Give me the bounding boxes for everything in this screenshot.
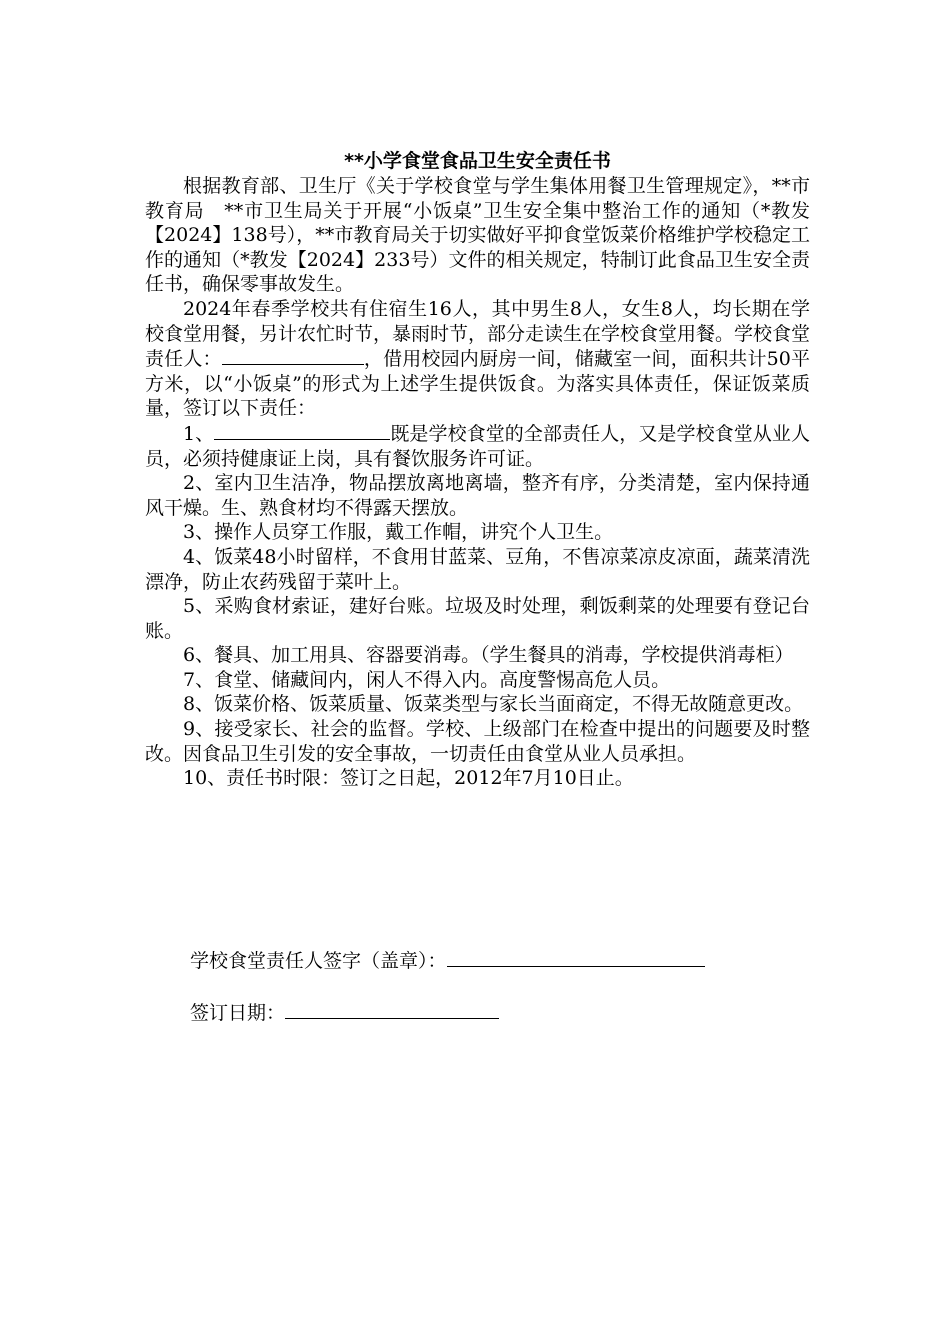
document-body bbox=[145, 149, 810, 791]
signature-line bbox=[190, 946, 705, 973]
signature-label: 学校食堂责任人签字（盖章）： bbox=[190, 950, 447, 972]
item-1-text: 既是学校食堂的全部责任人，又是学校食堂从业人员，必须持健康证上岗，具有餐饮服务许可证。 bbox=[145, 422, 810, 470]
enrollment-text-end: ，借用校园内厨房一间，储藏室一间，面积共计50平方米，以“小饭桌”的形式为上述学生提供饭食。为落实具体责任，保证饭菜质量，签订以下责任： bbox=[145, 348, 810, 420]
date-blank[interactable] bbox=[285, 998, 499, 1019]
responsibility-item: 5、采购食材索证，建好台账。垃圾及时处理，剩饭剩菜的处理要有登记台账。 bbox=[145, 595, 810, 642]
enrollment-paragraph bbox=[145, 297, 810, 421]
item-1-name-blank[interactable] bbox=[214, 421, 390, 440]
responsibility-item: 10、责任书时限：签订之日起，2012年7月10日止。 bbox=[183, 767, 634, 790]
item-1-number: 1、 bbox=[183, 422, 215, 445]
responsibility-item: 6、餐具、加工用具、容器要消毒。（学生餐具的消毒，学校提供消毒柜） bbox=[183, 644, 794, 667]
responsibility-item: 7、食堂、储藏间内，闲人不得入内。高度警惕高危人员。 bbox=[183, 668, 671, 691]
date-line bbox=[190, 998, 499, 1025]
responsibility-item: 8、饭菜价格、饭菜质量、饭菜类型与家长当面商定，不得无故随意更改。 bbox=[183, 693, 804, 716]
responsibility-item: 4、饭菜48小时留样，不食用甘蓝菜、豆角，不售凉菜凉皮凉面，蔬菜清洗漂净，防止农药残留于菜叶上。 bbox=[145, 545, 810, 593]
document-title: **小学食堂食品卫生安全责任书 bbox=[344, 150, 611, 172]
responsibility-item-1 bbox=[145, 421, 810, 471]
responsibility-item: 3、操作人员穿工作服，戴工作帽，讲究个人卫生。 bbox=[183, 521, 614, 544]
enrollment-text-start: 2024年春季学校共有住宿生16人，其中男生8人，女生8人，均长期在学校食堂用餐，另计农忙时节，暴雨时节，部分走读生在学校食堂用餐。学校食堂责任人： bbox=[145, 297, 811, 371]
responsibility-item: 2、室内卫生洁净，物品摆放离地离墙，整齐有序，分类清楚，室内保持通风干燥。生、熟食材均不得露天摆放。 bbox=[145, 472, 810, 519]
responsibility-item: 9、接受家长、社会的监督。学校、上级部门在检查中提出的问题要及时整改。因食品卫生引发的安全事故，一切责任由食堂从业人员承担。 bbox=[145, 718, 810, 765]
date-label: 签订日期： bbox=[190, 1002, 286, 1024]
signature-blank[interactable] bbox=[447, 946, 705, 967]
responsible-person-blank[interactable] bbox=[222, 346, 364, 365]
intro-paragraph: 根据教育部、卫生厅《关于学校食堂与学生集体用餐卫生管理规定》，**市教育局 **市卫生局关于开展“小饭桌”卫生安全集中整治工作的通知（*教发【2024】138号），**市教育局关于切实做好平抑食堂饭菜价格维护学校稳定工作的通知（*教发【2024】233号）文件的相关规定，特制订此食品卫生安全责任书，确保零事故发生。 bbox=[145, 175, 810, 296]
